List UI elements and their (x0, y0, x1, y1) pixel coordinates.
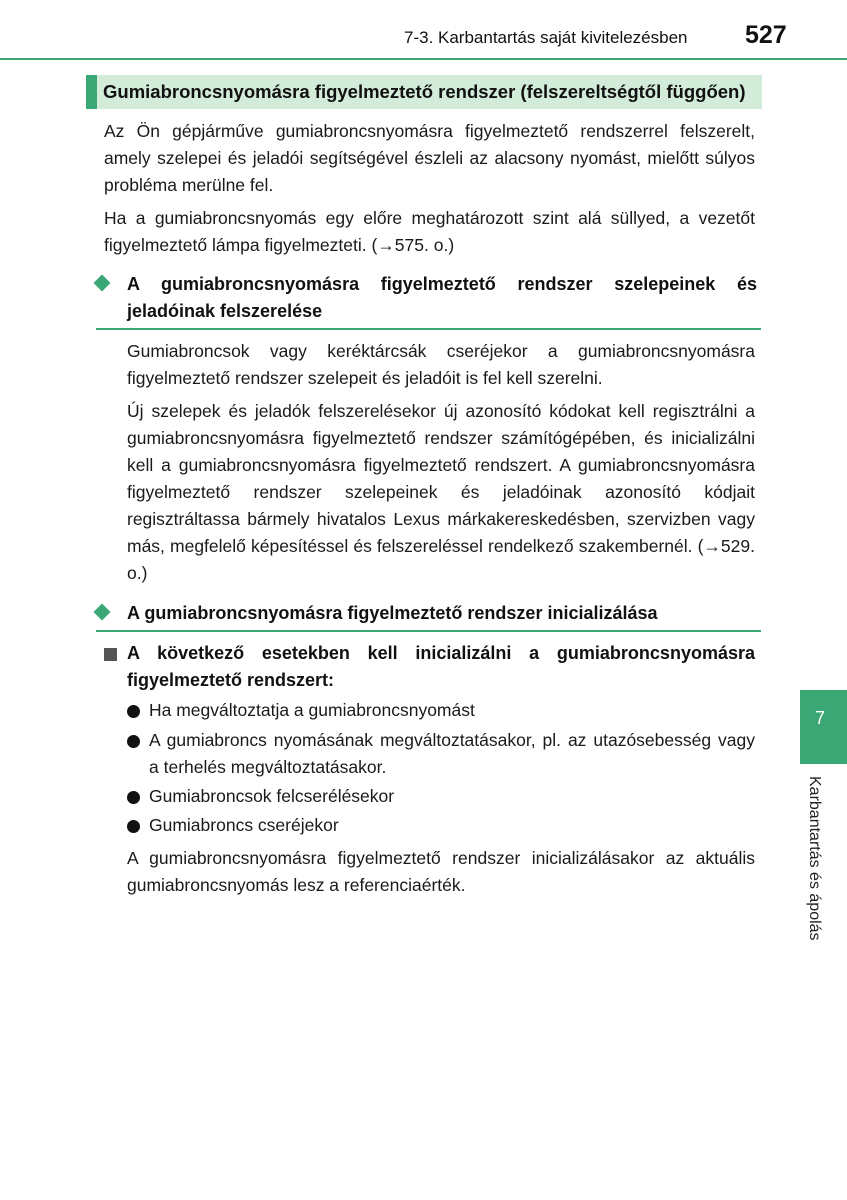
body-paragraph: Gumiabroncsok vagy keréktárcsák cseréjekor a gumiabroncsnyomásra figyelmeztető rendszer szelepeit és jeladóit is fel kell szerelni. (127, 341, 755, 388)
topic-title: Gumiabroncsnyomásra figyelmeztető rendszer (felszereltségtől függően) (103, 81, 746, 102)
closing-paragraph: A gumiabroncsnyomásra figyelmeztető rendszer inicializálásakor az aktuális gumiabroncsnyomás lesz a referenciaérték. (127, 848, 755, 895)
diamond-icon (94, 275, 111, 292)
bullet-icon (127, 735, 140, 748)
chapter-label: Karbantartás és ápolás (806, 776, 823, 941)
header-divider (0, 58, 847, 60)
intro-paragraph: Az Ön gépjárműve gumiabroncsnyomásra figyelmeztető rendszerrel felszerelt, amely szelepei és jeladói segítségével észleli az alacsony nyomást, mielőtt súlyos probléma merülne fel. (104, 121, 755, 195)
condition-heading-text: A következő esetekben kell inicializálni a gumiabroncsnyomásra figyelmeztető rendszert: (127, 643, 755, 690)
chapter-tab (800, 690, 847, 764)
list-item-text: Gumiabroncs cseréjekor (149, 815, 339, 835)
intro-paragraph: Ha a gumiabroncsnyomás egy előre meghatározott szint alá süllyed, a vezetőt figyelmeztető lámpa figyelmezteti. (→575. o.) (104, 208, 755, 255)
topic-title-box (86, 75, 762, 109)
chapter-number: 7 (814, 708, 825, 728)
list-item-text: Gumiabroncsok felcserélésekor (149, 786, 395, 806)
section-title: 7-3. Karbantartás saját kivitelezésben (404, 28, 688, 47)
page-number: 527 (745, 21, 787, 49)
bullet-icon (127, 820, 140, 833)
square-bullet-icon (104, 648, 117, 661)
bullet-icon (127, 705, 140, 718)
subsection-heading-text: A gumiabroncsnyomásra figyelmeztető rendszer inicializálása (127, 603, 658, 623)
diamond-icon (94, 604, 111, 621)
bullet-icon (127, 791, 140, 804)
subsection-divider (96, 630, 761, 632)
list-item-text: Ha megváltoztatja a gumiabroncsnyomást (149, 700, 475, 720)
body-paragraph: Új szelepek és jeladók felszerelésekor új azonosító kódokat kell regisztrálni a gumiabroncsnyomásra figyelmeztető rendszer számítógépében, és inicializálni kell a gumiabroncsnyomásra figyelmeztető rendszert. A gumiabroncsnyomásra figyelmeztető rendszer szelepeinek és jeladóinak azonosító kódjait regisztráltassa bármely hivatalos Lexus márkakereskedésben, szervizben vagy más, megfelelő képesítéssel és felszereléssel rendelkező szakembernél. (→529. o.) (127, 401, 755, 583)
subsection-heading-text: A gumiabroncsnyomásra figyelmeztető rendszer szelepeinek és jeladóinak felszerelése (127, 274, 757, 321)
subsection-divider (96, 328, 761, 330)
title-accent-bar (86, 75, 97, 109)
list-item-text: A gumiabroncs nyomásának megváltoztatásakor, pl. az utazósebesség vagy a terhelés megváltoztatásakor. (149, 730, 755, 777)
